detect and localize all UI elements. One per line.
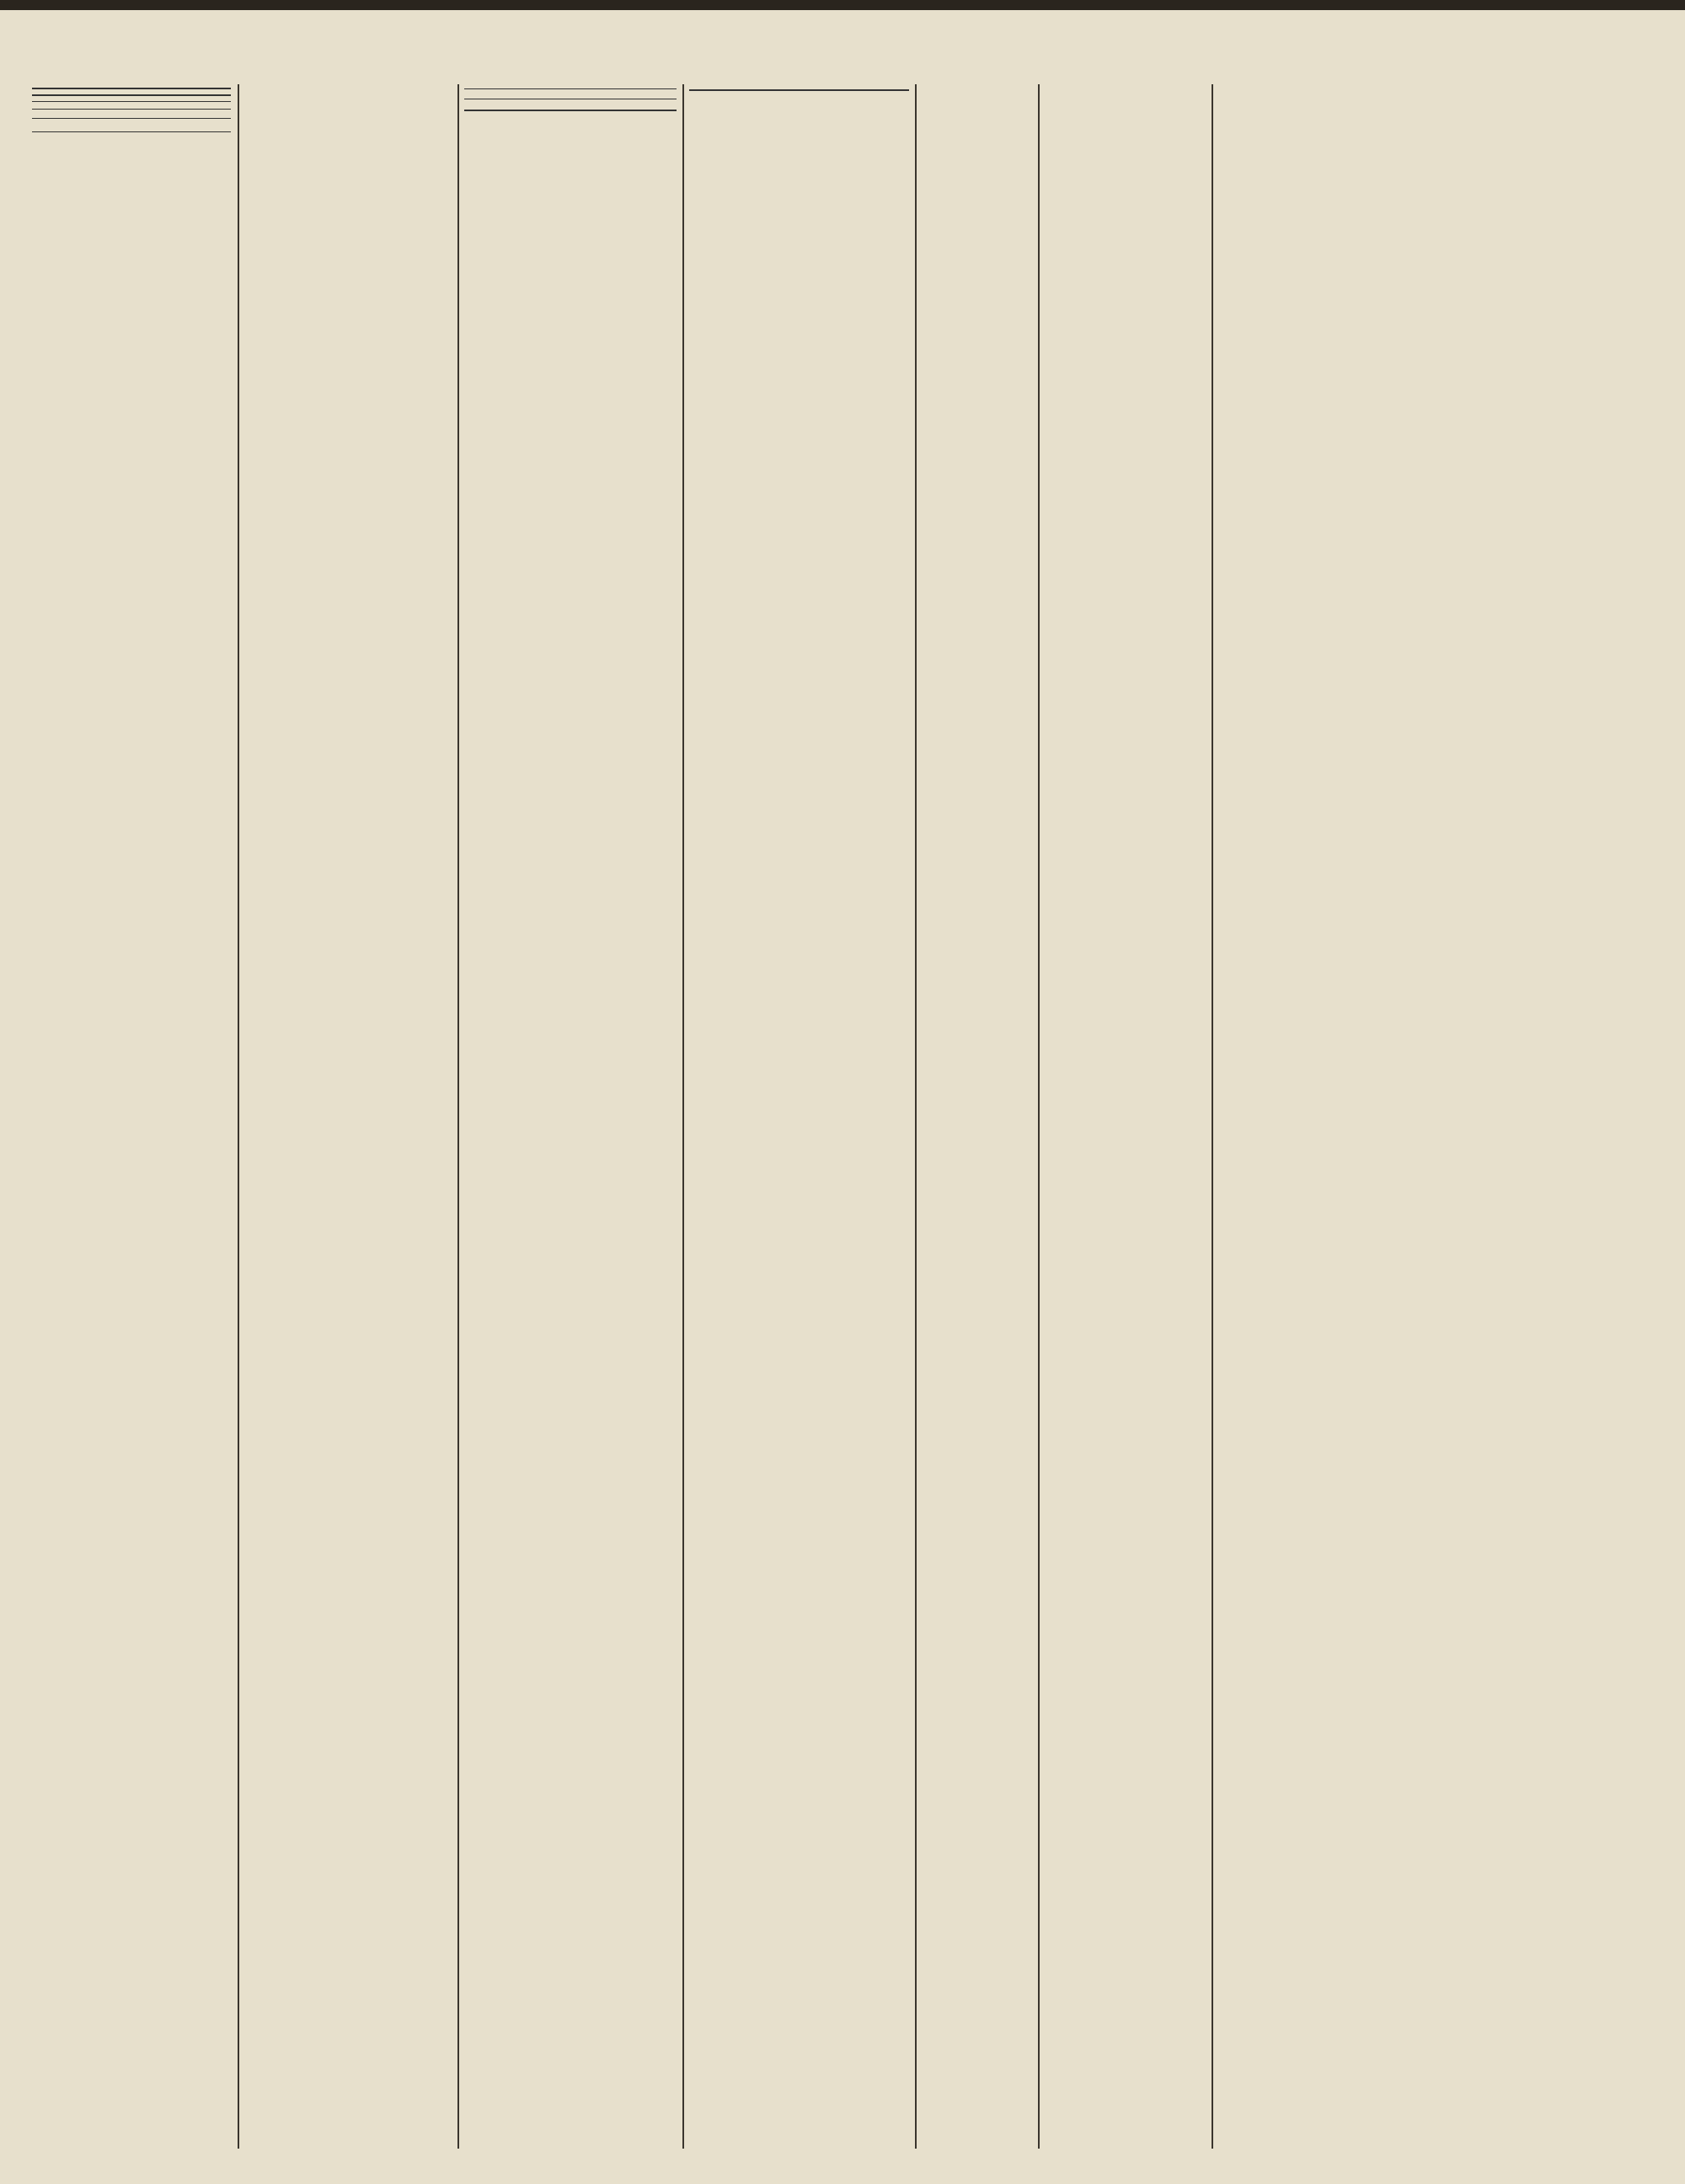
column-1 [32, 84, 231, 2157]
column-5-text [922, 84, 1033, 2157]
column-2 [244, 84, 452, 2157]
state-ticket-heading [32, 109, 231, 113]
column-rule [682, 84, 684, 2149]
san-francisco-heading [464, 110, 677, 116]
column-rule [1038, 84, 1040, 2149]
county-convention-heading [32, 118, 231, 122]
masthead-editor [32, 88, 231, 96]
column-rule [915, 84, 917, 2149]
atlantic-heading [689, 89, 909, 96]
column-3 [464, 84, 677, 2157]
column-rule [238, 84, 239, 2149]
paragraph [464, 88, 677, 94]
paragraph [464, 99, 677, 104]
third-party-heading [32, 131, 231, 136]
page-top-edge [0, 0, 1685, 10]
column-rule [457, 84, 459, 2149]
column-4 [689, 84, 909, 2157]
national-ticket-heading [32, 101, 231, 105]
column-rule [1212, 84, 1213, 2149]
